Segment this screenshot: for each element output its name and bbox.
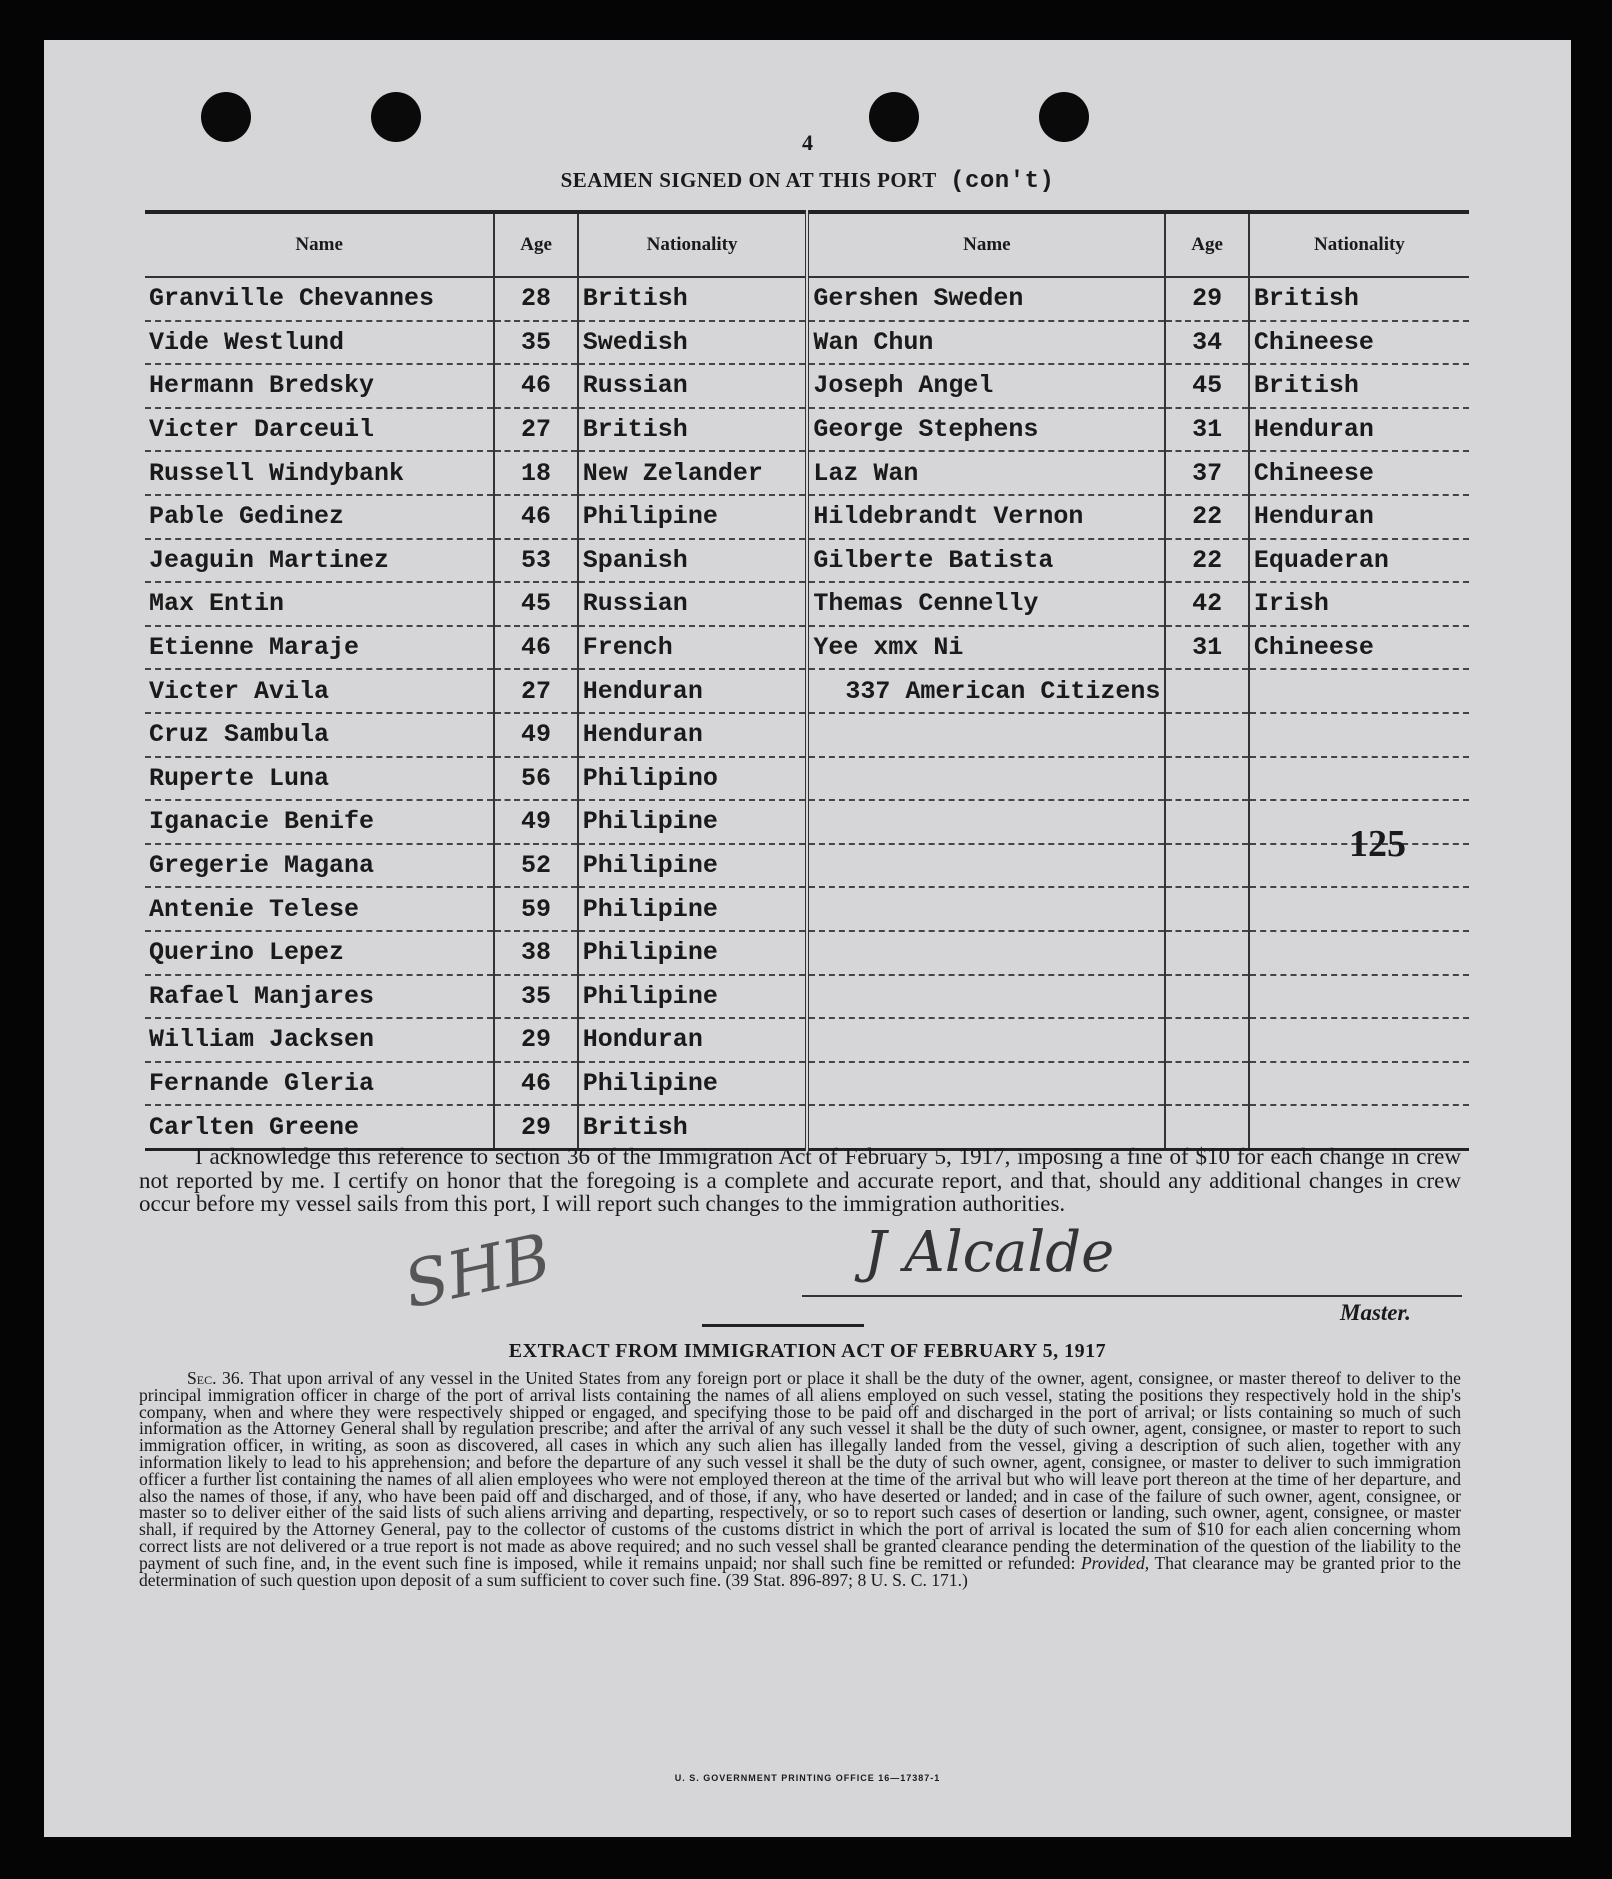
table-row (145, 800, 1469, 844)
seaman-name: Victer Darceuil (145, 408, 494, 452)
seaman-name: Jeaguin Martinez (145, 539, 494, 583)
empty-cell (1249, 1105, 1469, 1149)
column-header-age: Age (1165, 212, 1248, 277)
column-header-nationality: Nationality (578, 212, 808, 277)
seaman-nationality: Philipine (578, 931, 808, 975)
empty-cell (1165, 800, 1248, 844)
empty-cell (807, 1105, 1165, 1149)
seaman-name: Etienne Maraje (145, 626, 494, 670)
seaman-name: Wan Chun (807, 321, 1165, 365)
section-36-text (139, 1370, 1461, 1588)
empty-cell (1165, 1062, 1248, 1106)
seaman-age: 28 (494, 277, 577, 321)
form-heading (44, 168, 1571, 195)
empty-cell (1249, 713, 1469, 757)
empty-cell (1165, 669, 1248, 713)
column-header-name: Name (145, 212, 494, 277)
seaman-name: Themas Cennelly (807, 582, 1165, 626)
seaman-age: 46 (494, 626, 577, 670)
table-row (145, 669, 1469, 713)
section-text-part1: That upon arrival of any vessel in the United States from any foreign port or place it shall be the duty of the owner, agent, consignee, or master thereof to deliver to the principal immigration officer in charge of the port of arrival lists containing the names of all aliens employed on such vessel, stating the positions they respectively hold in the ship's company, when and where they were respectively shipped or engaged, and specifying those to be paid off and discharged in the port of arrival; or lists containing so much of such information as the Attorney General shall by regulation prescribe; and after the arrival of any such vessel it shall be the duty of such owner, agent, consignee, or master to report to such immigration officer, in writing, as soon as discovered, all cases in which any such alien has illegally landed from the vessel, giving a description of such alien, together with any information likely to lead to his apprehension; and before the departure of any such vessel it shall be the duty of such owner, agent, consignee, or master to deliver to such immigration officer a further list containing the names of all alien employees who were not employed thereon at the time of the arrival but who will leave port thereon at the time of her departure, and also the names of those, if any, who have been paid off and discharged, and of those, if any, who have deserted or landed; and in case of the failure of such owner, agent, consignee, or master so to deliver either of the said lists of such aliens arriving and departing, respectively, or so to report such cases of desertion or landing, such owner, agent, consignee, or master shall, if required by the Attorney General, pay to the collector of customs of the customs district in which the port of arrival is located the sum of $10 for each alien concerning whom correct lists are not delivered or a true report is not made as above required; and no such vessel shall be granted clearance pending the determination of the question of the liability to the payment of such fine, and, in the event such fine is imposed, while it remains unpaid; nor shall such fine be remitted or refunded: (139, 1368, 1461, 1573)
master-signature: J Alcalde (864, 1220, 1115, 1285)
empty-cell (1249, 757, 1469, 801)
extract-title: EXTRACT FROM IMMIGRATION ACT OF FEBRUARY 5, 1917 (508, 1340, 1107, 1362)
seaman-age: 42 (1165, 582, 1248, 626)
certification-text: I acknowledge this reference to section 36 of the Immigration Act of February 5, 1917, imposing a fine of $10 for each change in crew not reported by me. I certify on honor that the foregoing is a complete and accurate report, and that, should any additional changes in crew occur before my vessel sails from this port, I will report such changes to the immigration authorities. (139, 1144, 1461, 1216)
seaman-nationality: Philipine (578, 495, 808, 539)
seaman-age: 59 (494, 887, 577, 931)
empty-cell (1165, 975, 1248, 1019)
table-header-row (145, 212, 1469, 277)
section-label: Sec. 36. (187, 1368, 245, 1388)
table-row (145, 277, 1469, 321)
empty-cell (1165, 931, 1248, 975)
seaman-age: 37 (1165, 451, 1248, 495)
table-row (145, 1062, 1469, 1106)
seaman-name: Vide Westlund (145, 321, 494, 365)
seaman-nationality: Philipine (578, 975, 808, 1019)
table-row (145, 975, 1469, 1019)
seaman-name: Max Entin (145, 582, 494, 626)
table-row (145, 757, 1469, 801)
heading-continued: (con't) (950, 168, 1055, 195)
empty-cell (807, 844, 1165, 888)
seaman-name: Hermann Bredsky (145, 364, 494, 408)
seaman-nationality: British (1249, 277, 1469, 321)
seaman-age: 46 (494, 1062, 577, 1106)
seaman-nationality: Philipino (578, 757, 808, 801)
master-label: Master. (1340, 1300, 1411, 1325)
crew-table (145, 210, 1469, 1151)
table-row (145, 713, 1469, 757)
seaman-nationality: British (578, 277, 808, 321)
empty-cell (807, 757, 1165, 801)
empty-cell (807, 975, 1165, 1019)
seaman-age: 29 (1165, 277, 1248, 321)
seaman-nationality: Russian (578, 582, 808, 626)
seaman-nationality: Swedish (578, 321, 808, 365)
empty-cell (1165, 844, 1248, 888)
empty-cell (1165, 1018, 1248, 1062)
seaman-age: 46 (494, 364, 577, 408)
printing-office-imprint: U. S. GOVERNMENT PRINTING OFFICE 16—17387-1 (674, 1773, 941, 1783)
seaman-age: 45 (494, 582, 577, 626)
page-number: 4 (802, 130, 813, 155)
seaman-nationality: Henduran (578, 669, 808, 713)
column-header-nationality: Nationality (1249, 212, 1469, 277)
seaman-nationality: New Zelander (578, 451, 808, 495)
seaman-name: Russell Windybank (145, 451, 494, 495)
seaman-name: Cruz Sambula (145, 713, 494, 757)
seaman-name: George Stephens (807, 408, 1165, 452)
seaman-nationality: Henduran (1249, 408, 1469, 452)
seaman-age: 31 (1165, 626, 1248, 670)
empty-cell (807, 713, 1165, 757)
seaman-name: Gershen Sweden (807, 277, 1165, 321)
column-header-name: Name (807, 212, 1165, 277)
table-row (145, 408, 1469, 452)
signature-line (802, 1295, 1462, 1297)
column-header-age: Age (494, 212, 577, 277)
form-page (44, 40, 1571, 1837)
table-row (145, 626, 1469, 670)
seaman-name: Gregerie Magana (145, 844, 494, 888)
seaman-name: Victer Avila (145, 669, 494, 713)
empty-cell (1165, 757, 1248, 801)
table-row (145, 451, 1469, 495)
seaman-age: 18 (494, 451, 577, 495)
seaman-age: 22 (1165, 495, 1248, 539)
seaman-name: Laz Wan (807, 451, 1165, 495)
seaman-name: Pable Gedinez (145, 495, 494, 539)
empty-cell (807, 887, 1165, 931)
empty-cell (1249, 887, 1469, 931)
seaman-age: 45 (1165, 364, 1248, 408)
seaman-nationality: French (578, 626, 808, 670)
divider (702, 1324, 864, 1327)
empty-cell (1165, 713, 1248, 757)
seaman-age: 35 (494, 975, 577, 1019)
empty-cell (1249, 1062, 1469, 1106)
seaman-name: William Jacksen (145, 1018, 494, 1062)
seaman-age: 29 (494, 1018, 577, 1062)
empty-cell (807, 931, 1165, 975)
seaman-age: 52 (494, 844, 577, 888)
seaman-age: 49 (494, 800, 577, 844)
empty-cell (807, 1062, 1165, 1106)
seaman-name: Fernande Gleria (145, 1062, 494, 1106)
seaman-age: 34 (1165, 321, 1248, 365)
table-row (145, 931, 1469, 975)
table-row (145, 1105, 1469, 1149)
seaman-nationality: British (1249, 364, 1469, 408)
seaman-name: Hildebrandt Vernon (807, 495, 1165, 539)
seaman-age: 46 (494, 495, 577, 539)
section-provided: Provided, (1080, 1552, 1150, 1573)
seaman-age: 35 (494, 321, 577, 365)
section-text-part2: That clearance may be granted prior to the determination of such question upon deposit of a sum sufficient to cover such fine. (39 Stat. 896-897; 8 U. S. C. 171.) (139, 1552, 1461, 1590)
table-row (145, 495, 1469, 539)
seaman-name: Yee xmx Ni (807, 626, 1165, 670)
seaman-nationality: Henduran (1249, 495, 1469, 539)
empty-cell (1249, 669, 1469, 713)
seaman-nationality: Equaderan (1249, 539, 1469, 583)
handwritten-initials: SHB (397, 1220, 557, 1324)
seaman-nationality: Chineese (1249, 321, 1469, 365)
seaman-age: 38 (494, 931, 577, 975)
empty-cell (1249, 1018, 1469, 1062)
seaman-name: Iganacie Benife (145, 800, 494, 844)
empty-cell (1165, 1105, 1248, 1149)
seaman-nationality: Spanish (578, 539, 808, 583)
american-citizens-note: 337 American Citizens (807, 669, 1165, 713)
seaman-nationality: Chineese (1249, 451, 1469, 495)
empty-cell (1249, 931, 1469, 975)
empty-cell (1165, 887, 1248, 931)
seaman-nationality: Honduran (578, 1018, 808, 1062)
seaman-nationality: Russian (578, 364, 808, 408)
seaman-name: Rafael Manjares (145, 975, 494, 1019)
empty-cell (1249, 975, 1469, 1019)
table-row (145, 582, 1469, 626)
seaman-name: Joseph Angel (807, 364, 1165, 408)
seaman-name: Granville Chevannes (145, 277, 494, 321)
seaman-age: 49 (494, 713, 577, 757)
table-row (145, 321, 1469, 365)
table-row (145, 1018, 1469, 1062)
total-note: 125 (1349, 823, 1406, 865)
table-row (145, 539, 1469, 583)
seaman-nationality: Henduran (578, 713, 808, 757)
seaman-name: Gilberte Batista (807, 539, 1165, 583)
seaman-nationality: Philipine (578, 844, 808, 888)
seaman-nationality: British (578, 1105, 808, 1149)
seaman-nationality: Philipine (578, 1062, 808, 1106)
seaman-age: 31 (1165, 408, 1248, 452)
seaman-nationality: British (578, 408, 808, 452)
seaman-nationality: Philipine (578, 887, 808, 931)
table-row (145, 364, 1469, 408)
seaman-age: 29 (494, 1105, 577, 1149)
seaman-age: 56 (494, 757, 577, 801)
table-row (145, 887, 1469, 931)
empty-cell (807, 800, 1165, 844)
seaman-age: 27 (494, 669, 577, 713)
seaman-name: Carlten Greene (145, 1105, 494, 1149)
seaman-nationality: Chineese (1249, 626, 1469, 670)
seaman-age: 22 (1165, 539, 1248, 583)
heading-text: SEAMEN SIGNED ON AT THIS PORT (560, 168, 937, 192)
seaman-nationality: Philipine (578, 800, 808, 844)
seaman-name: Ruperte Luna (145, 757, 494, 801)
seaman-age: 27 (494, 408, 577, 452)
seaman-nationality: Irish (1249, 582, 1469, 626)
seaman-age: 53 (494, 539, 577, 583)
empty-cell (807, 1018, 1165, 1062)
seaman-name: Antenie Telese (145, 887, 494, 931)
table-row (145, 844, 1469, 888)
seaman-name: Querino Lepez (145, 931, 494, 975)
